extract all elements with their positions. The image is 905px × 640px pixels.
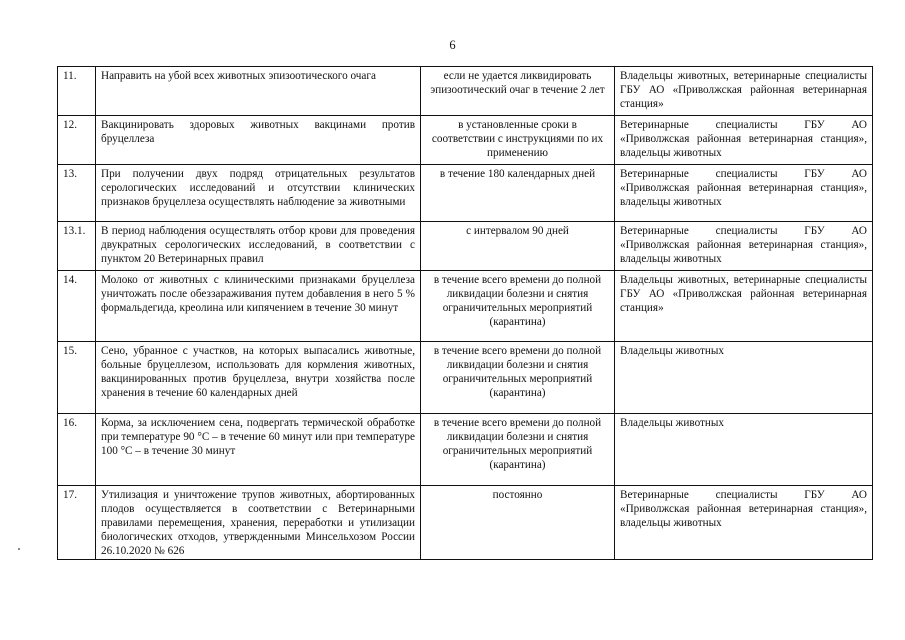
responsible-text: Владельцы животных: [615, 414, 873, 486]
row-number: 13.1.: [58, 222, 96, 271]
table-row: [58, 222, 873, 271]
deadline-text: постоянно: [421, 486, 615, 560]
deadline-text: в течение всего времени до полной ликвидации болезни и снятия ограничительных мероприятий (карантина): [421, 414, 615, 486]
responsible-text: Ветеринарные специалисты ГБУ АО «Приволжская районная ветеринарная станция», владельцы животных: [615, 116, 873, 165]
measure-text: Молоко от животных с клиническими признаками бруцеллеза уничтожать после обеззараживания путем добавления в него 5 % формальдегида, креолина или кипячением в течение 30 минут: [96, 271, 421, 342]
row-number: 13.: [58, 165, 96, 222]
measure-text: Вакцинировать здоровых животных вакцинами против бруцеллеза: [96, 116, 421, 165]
measure-text: Утилизация и уничтожение трупов животных, абортированных плодов осуществляется в соответствии с Ветеринарными правилами перемещения, хранения, переработки и утилизации биологических отходов, утвержденными Минсельхозом России 26.10.2020 № 626: [96, 486, 421, 560]
deadline-text: в течение всего времени до полной ликвидации болезни и снятия ограничительных мероприятий (карантина): [421, 271, 615, 342]
responsible-text: Владельцы животных: [615, 342, 873, 414]
responsible-text: Ветеринарные специалисты ГБУ АО «Приволжская районная ветеринарная станция», владельцы животных: [615, 222, 873, 271]
row-number: 16.: [58, 414, 96, 486]
row-number: 14.: [58, 271, 96, 342]
table-row: [58, 116, 873, 165]
deadline-text: в течение всего времени до полной ликвидации болезни и снятия ограничительных мероприятий (карантина): [421, 342, 615, 414]
row-number: 15.: [58, 342, 96, 414]
row-number: 17.: [58, 486, 96, 560]
responsible-text: Ветеринарные специалисты ГБУ АО «Приволжская районная ветеринарная станция», владельцы животных: [615, 486, 873, 560]
scan-speck: [18, 548, 20, 550]
row-number: 12.: [58, 116, 96, 165]
measures-table: [57, 66, 873, 560]
deadline-text: с интервалом 90 дней: [421, 222, 615, 271]
table-row: [58, 271, 873, 342]
table-row: [58, 67, 873, 116]
responsible-text: Ветеринарные специалисты ГБУ АО «Приволжская районная ветеринарная станция», владельцы животных: [615, 165, 873, 222]
measure-text: Корма, за исключением сена, подвергать термической обработке при температуре 90 °С – в течение 60 минут или при температуре 100 °С – в течение 30 минут: [96, 414, 421, 486]
row-number: 11.: [58, 67, 96, 116]
measure-text: При получении двух подряд отрицательных результатов серологических исследований и отсутствии клинических признаков бруцеллеза осуществлять наблюдение за животными: [96, 165, 421, 222]
responsible-text: Владельцы животных, ветеринарные специалисты ГБУ АО «Приволжская районная ветеринарная станция»: [615, 67, 873, 116]
responsible-text: Владельцы животных, ветеринарные специалисты ГБУ АО «Приволжская районная ветеринарная станция»: [615, 271, 873, 342]
deadline-text: в установленные сроки в соответствии с инструкциями по их применению: [421, 116, 615, 165]
table-row: [58, 486, 873, 560]
table-row: [58, 165, 873, 222]
deadline-text: в течение 180 календарных дней: [421, 165, 615, 222]
measure-text: Сено, убранное с участков, на которых выпасались животные, больные бруцеллезом, использовать для кормления животных, вакцинированных против бруцеллеза, внутри хозяйства после хранения в течение 60 календарных дней: [96, 342, 421, 414]
table-row: [58, 414, 873, 486]
measure-text: Направить на убой всех животных эпизоотического очага: [96, 67, 421, 116]
table-row: [58, 342, 873, 414]
deadline-text: если не удается ликвидировать эпизоотический очаг в течение 2 лет: [421, 67, 615, 116]
page-number: 6: [449, 38, 456, 52]
measure-text: В период наблюдения осуществлять отбор крови для проведения двукратных серологических исследований, в соответствии с пунктом 20 Ветеринарных правил: [96, 222, 421, 271]
